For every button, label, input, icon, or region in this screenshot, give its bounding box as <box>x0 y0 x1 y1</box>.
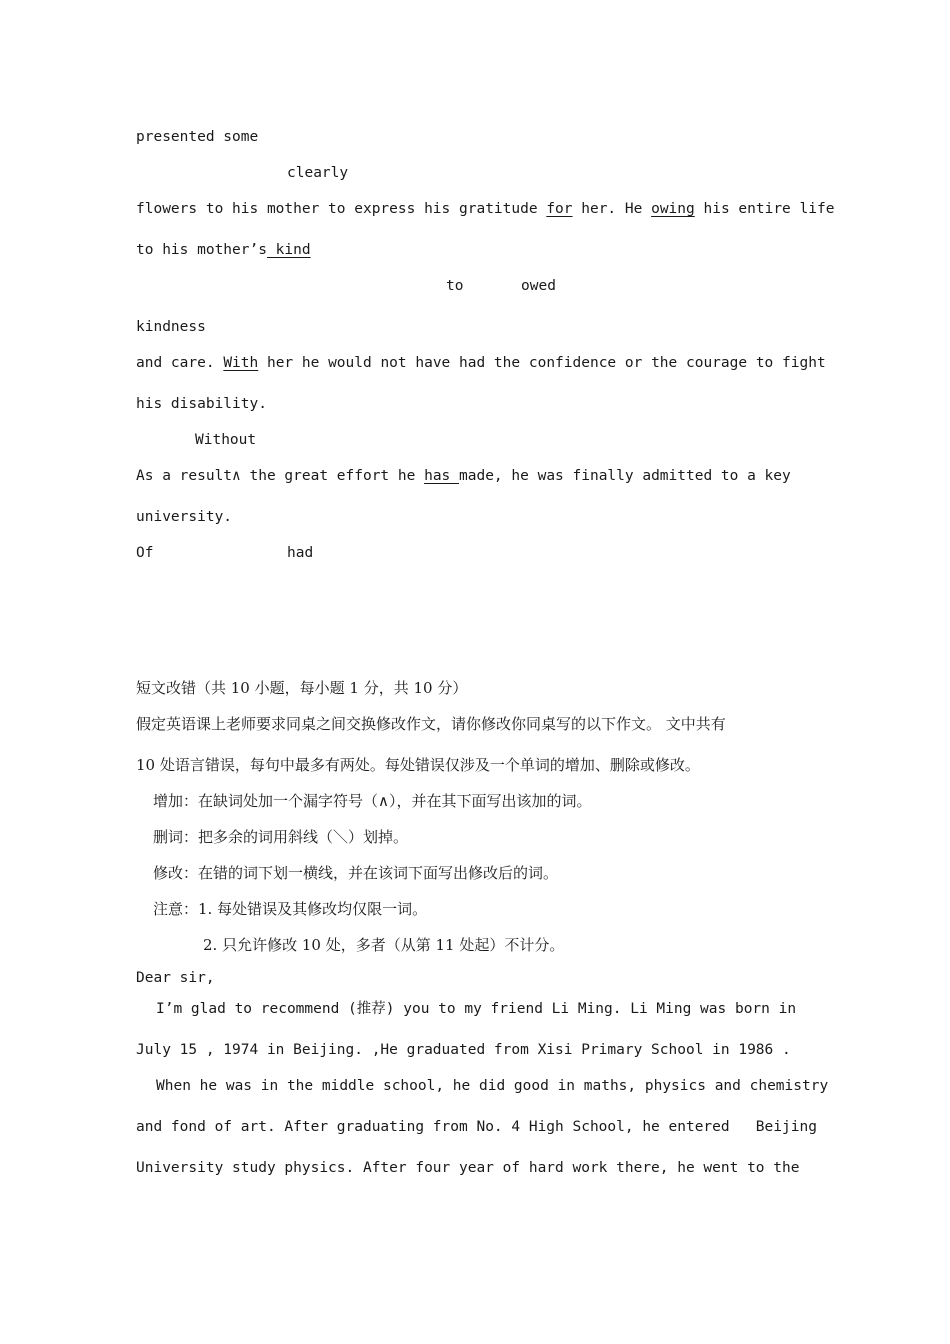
text-run: her he would not have had the confidence or the courage to fight <box>258 355 826 371</box>
instruction-line: 10 处语言错误，每句中最多有两处。每处错误仅涉及一个单词的增加、删除或修改。 <box>136 756 700 774</box>
text-run: flowers to his mother to express his gratitude <box>136 201 547 217</box>
letter-line: When he was in the middle school, he did good in maths, physics and chemistry <box>156 1078 829 1094</box>
correction-word: had <box>287 545 314 561</box>
correction-word: kindness <box>136 319 206 335</box>
error-word: has <box>424 468 460 484</box>
error-word: owing <box>651 201 695 217</box>
letter-line: I’m glad to recommend (推荐) you to my friend Li Ming. Li Ming was born in <box>156 1001 797 1017</box>
correction-word: Of <box>136 545 154 561</box>
note-line: 注意：1. 每处错误及其修改均仅限一词。 <box>153 900 428 918</box>
text-run: made, he was finally admitted to a key <box>459 468 791 484</box>
text-run: and care. <box>136 355 224 371</box>
correction-word: owed <box>521 278 556 294</box>
text-run: her. He <box>572 201 652 217</box>
correction-word: to <box>446 278 464 294</box>
passage-line <box>136 354 826 372</box>
error-word: for <box>546 201 573 217</box>
text-run: his entire life <box>694 201 835 217</box>
passage-line: his disability. <box>136 396 267 412</box>
letter-line: and fond of art. After graduating from No. 4 High School, he entered Beijing <box>136 1119 817 1135</box>
passage-line: university. <box>136 509 233 525</box>
rule-add: 增加：在缺词处加一个漏字符号（∧），并在其下面写出该加的词。 <box>153 792 592 810</box>
text-run: As a result∧ the great effort he <box>136 468 425 484</box>
letter-line: July 15 , 1974 in Beijing. ,He graduated from Xisi Primary School in 1986 . <box>136 1042 791 1058</box>
error-word: kind <box>266 242 311 258</box>
passage-line <box>136 241 311 259</box>
correction-word: Without <box>195 432 257 448</box>
passage-line: presented some <box>136 129 259 145</box>
passage-line <box>136 467 791 485</box>
letter-salutation: Dear sir, <box>136 970 215 986</box>
section-heading: 短文改错（共 10 小题，每小题 1 分，共 10 分） <box>136 679 468 697</box>
instruction-line: 假定英语课上老师要求同桌之间交换修改作文，请你修改你同桌写的以下作文。 文中共有 <box>136 715 726 733</box>
correction-word: clearly <box>287 165 349 181</box>
note-line: 2. 只允许修改 10 处，多者（从第 11 处起）不计分。 <box>203 936 565 954</box>
rule-modify: 修改：在错的词下划一横线，并在该词下面写出修改后的词。 <box>153 864 559 882</box>
error-word: With <box>223 355 259 371</box>
rule-delete: 删词：把多余的词用斜线（＼）划掉。 <box>153 828 409 846</box>
letter-line: University study physics. After four year of hard work there, he went to the <box>136 1160 800 1176</box>
text-run: to his mother’s <box>136 242 267 258</box>
passage-line <box>136 200 834 218</box>
